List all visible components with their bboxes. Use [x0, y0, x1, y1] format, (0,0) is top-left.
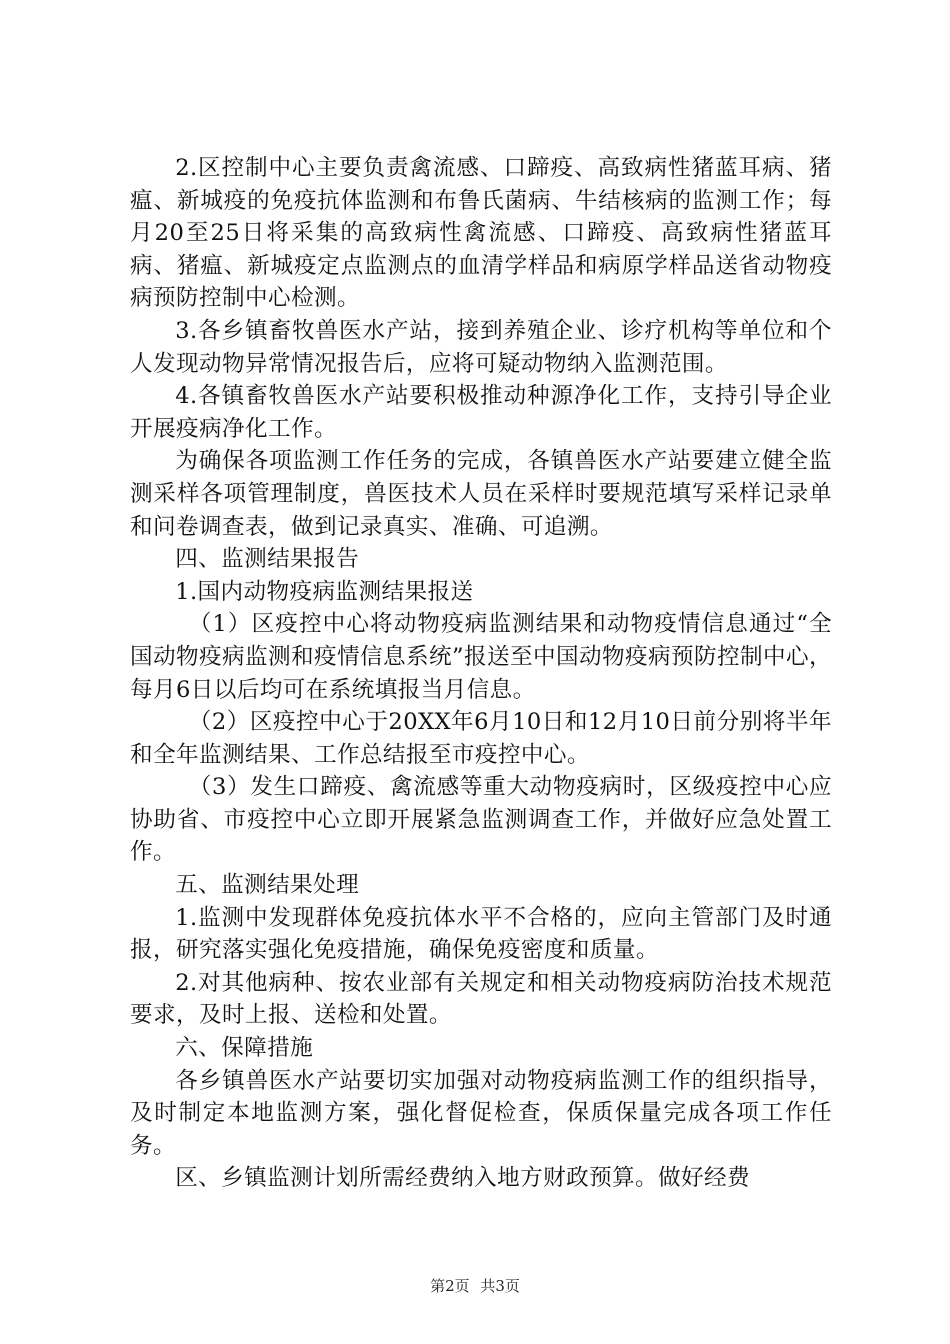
paragraph-report-1: （1）区疫控中心将动物疫病监测结果和动物疫情信息通过“全国动物疫病监测和疫情信息系统”报送至中国动物疫病预防控制中心，每月6日以后均可在系统填报当月信息。 [130, 611, 832, 703]
section-heading-5: 五、监测结果处理 [175, 872, 360, 899]
section-heading-6: 六、保障措施 [175, 1035, 314, 1062]
page-total: 共3页 [480, 1277, 520, 1295]
paragraph-item-2: 2.区控制中心主要负责禽流感、口蹄疫、高致病性猪蓝耳病、猪瘟、新城疫的免疫抗体监测和布鲁氏菌病、牛结核病的监测工作；每月20至25日将采集的高致病性禽流感、口蹄疫、高致病性猪蓝耳病、猪瘟、新城疫定点监测点的血清学样品和病原学样品送省动物疫病预防控制中心检测。 [130, 155, 832, 312]
paragraph-item-4: 4.各镇畜牧兽医水产站要积极推动种源净化工作，支持引导企业开展疫病净化工作。 [130, 383, 832, 442]
section-heading-4: 四、监测结果报告 [175, 546, 360, 573]
paragraph-handling-1: 1.监测中发现群体免疫抗体水平不合格的，应向主管部门及时通报，研究落实强化免疫措施，确保免疫密度和质量。 [130, 904, 832, 964]
document-body [130, 152, 832, 1195]
paragraph-sampling-management: 为确保各项监测工作任务的完成，各镇兽医水产站要建立健全监测采样各项管理制度，兽医技术人员在采样时要规范填写采样记录单和问卷调查表，做到记录真实、准确、可追溯。 [130, 448, 832, 540]
paragraph-report-3: （3）发生口蹄疫、禽流感等重大动物疫病时，区级疫控中心应协助省、市疫控中心立即开展紧急监测调查工作，并做好应急处置工作。 [130, 774, 832, 866]
paragraph-item-3: 3.各乡镇畜牧兽医水产站，接到养殖企业、诊疗机构等单位和个人发现动物异常情况报告后，应将可疑动物纳入监测范围。 [130, 317, 832, 377]
page-footer [0, 1276, 950, 1296]
paragraph-report-2: （2）区疫控中心于20XX年6月10日和12月10日前分别将半年和全年监测结果、工作总结报至市疫控中心。 [130, 709, 832, 768]
paragraph-guarantee-1: 各乡镇兽医水产站要切实加强对动物疫病监测工作的组织指导，及时制定本地监测方案，强化督促检查，保质保量完成各项工作任务。 [130, 1067, 832, 1159]
paragraph-handling-2: 2.对其他病种、按农业部有关规定和相关动物疫病防治技术规范要求，及时上报、送检和处置。 [130, 969, 832, 1029]
subsection-heading-1: 1.国内动物疫病监测结果报送 [175, 578, 474, 605]
page-number: 第2页 [430, 1277, 470, 1295]
paragraph-guarantee-2: 区、乡镇监测计划所需经费纳入地方财政预算。做好经费 [175, 1165, 751, 1192]
